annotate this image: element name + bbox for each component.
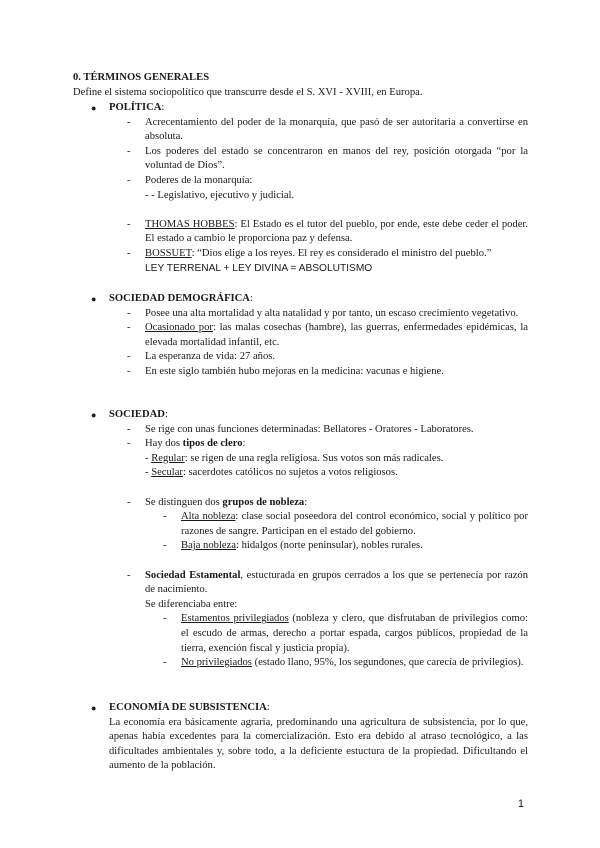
- formula: LEY TERRENAL + LEY DIVINA = ABSOLUTISMO: [145, 262, 373, 274]
- list-item: - Se distinguen dos grupos de nobleza:: [127, 496, 308, 508]
- list-item: - Los poderes del estado se concentraron en manos del rey, posición otorgada “por la voluntad de Dios”.: [127, 145, 528, 172]
- section-heading: ● SOCIEDAD DEMOGRÁFICA:: [0, 292, 600, 307]
- heading-label: ECONOMÍA DE SUBSISTENCIA: [109, 702, 267, 713]
- list-subitem: - Alta nobleza: clase social poseedora del control económico, social y político por razones de sangre. Participan en el estado del gobierno.: [163, 511, 528, 537]
- bullet-icon: ●: [91, 103, 97, 113]
- bullet-icon: ●: [91, 294, 97, 304]
- list-subitem: - Regular: se rigen de una regla religiosa. Sus votos son más radicales.: [145, 452, 444, 464]
- list-subitem: - - Legislativo, ejecutivo y judicial.: [145, 189, 295, 201]
- list-item: - Acrecentamiento del poder de la monarquía, que pasó de ser autoritaria a convertirse en absoluta.: [127, 116, 528, 143]
- hobbes-name: THOMAS HOBBES: [145, 218, 235, 230]
- list-subitem: - Secular: sacerdotes católicos no sujetos a votos religiosos.: [145, 467, 398, 479]
- list-item: - En este siglo también hubo mejoras en la medicina: vacunas e higiene.: [127, 365, 444, 377]
- paragraph: La economía era básicamente agraria, predominando una agricultura de subsistencia, por lo que, apenas había excedentes para la comercialización. Esto era debido al atraso tecnológico, a las dificultades ambientales y, sobre todo, a la deficiente estuctura de la propiedad. Dificultando el aumento de la población.: [109, 716, 528, 772]
- list-item: - Se rige con unas funciones determinadas: Bellatores - Oratores - Laboratores.: [127, 423, 474, 435]
- bullet-icon: ●: [91, 703, 97, 713]
- list-item: - La esperanza de vida: 27 años.: [127, 351, 276, 363]
- list-item: - Hay dos tipos de clero:: [127, 438, 246, 450]
- section-politica: [0, 101, 600, 276]
- list-item: - THOMAS HOBBES: El Estado es el tutor del pueblo, por ende, este debe ceder el poder. El estado a cambio le proporciona paz y defensa.: [127, 218, 528, 245]
- list-subitem: - Baja nobleza: hidalgos (norte peninsular), nobles rurales.: [163, 540, 423, 552]
- section-heading: ● ECONOMÍA DE SUBSISTENCIA:: [0, 701, 600, 716]
- list-item: - Ocasionado por: las malas cosechas (hambre), las guerras, enfermedades epidémicas, la elevada mortalidad infantil, etc.: [127, 322, 529, 348]
- list-item: - BOSSUET: “Dios elige a los reyes. El rey es considerado el ministro del pueblo.”: [127, 247, 492, 259]
- list-text: Se diferenciaba entre:: [145, 598, 238, 610]
- page-number: 1: [517, 798, 524, 810]
- section-heading: ● SOCIEDAD:: [0, 408, 600, 423]
- section-sociedad-demografica: [0, 292, 600, 380]
- list-subitem: - No privilegiados (estado llano, 95%, los segundones, que carecía de privilegios).: [163, 657, 524, 669]
- bossuet-name: BOSSUET: [145, 247, 192, 259]
- section-sociedad: [0, 408, 600, 671]
- list-item: - Sociedad Estamental, estucturada en grupos cerrados a los que se pertenecía por razón de nacimiento.: [127, 569, 528, 596]
- section-heading: ● POLÍTICA:: [0, 101, 600, 116]
- page-title: 0. TÉRMINOS GENERALES: [73, 72, 210, 83]
- bullet-icon: ●: [91, 410, 97, 420]
- list-item: - Posee una alta mortalidad y alta natalidad y por tanto, un escaso crecimiento vegetativo.: [127, 307, 519, 319]
- heading-label: POLÍTICA: [109, 102, 162, 113]
- heading-label: SOCIEDAD DEMOGRÁFICA: [109, 293, 250, 304]
- section-economia: [0, 701, 600, 774]
- list-subitem: - Estamentos privilegiados (nobleza y clero, que disfrutaban de privilegios como: el escudo de armas, derecho a portar espada, cargos públicos, propiedad de la tierra, exención fiscal y justicia propia).: [163, 613, 528, 654]
- page-subtitle: Define el sistema sociopolítico que transcurre desde el S. XVI - XVIII, en Europa.: [73, 87, 423, 98]
- heading-label: SOCIEDAD: [109, 409, 165, 420]
- list-item: - Poderes de la monarquía:: [127, 174, 253, 186]
